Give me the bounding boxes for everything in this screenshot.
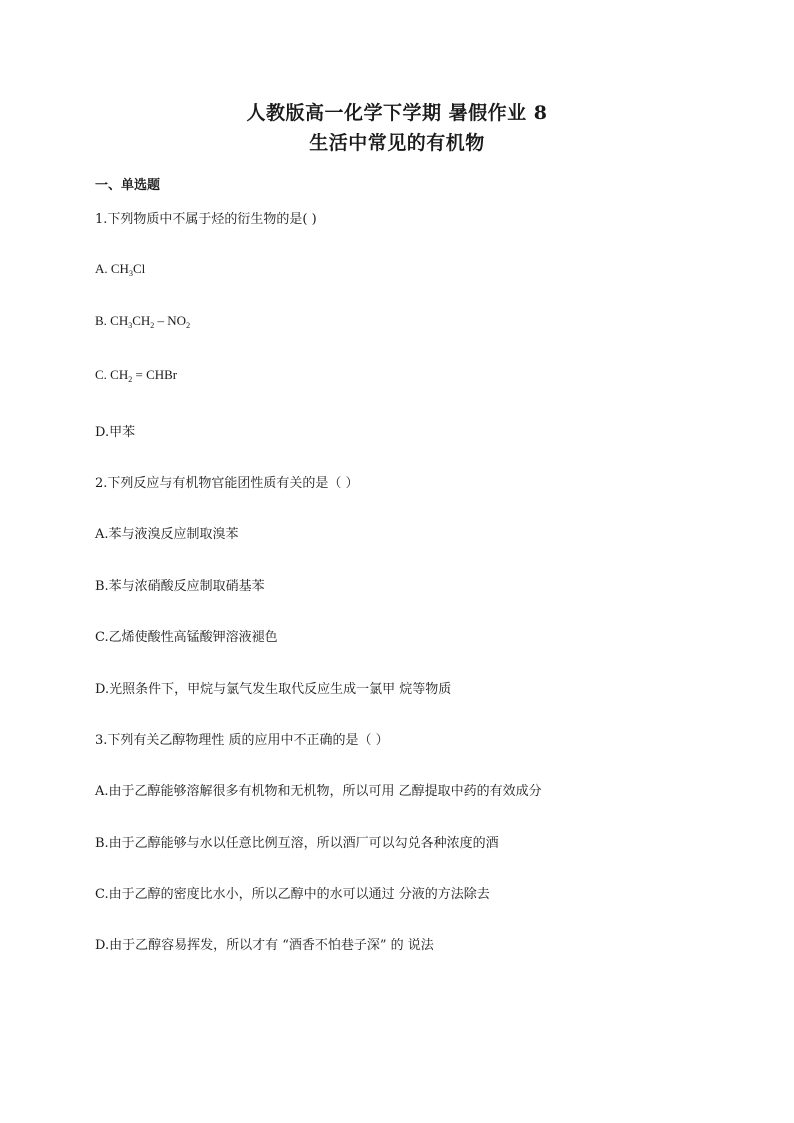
question-1-option-d: D.甲苯 <box>95 425 136 440</box>
question-1-stem: 1.下列物质中不属于烃的衍生物的是( ) <box>95 212 317 227</box>
question-2-option-a: A.苯与液溴反应制取溴苯 <box>95 527 239 542</box>
question-2-option-d: D.光照条件下，甲烷与氯气发生取代反应生成一氯甲 烷等物质 <box>95 682 452 697</box>
question-3-option-a: A.由于乙醇能够溶解很多有机物和无机物，所以可用 乙醇提取中药的有效成分 <box>95 784 542 799</box>
question-1-option-a: A. $CH_3Cl$ <box>95 261 146 278</box>
question-1-option-b: B. $CH_3CH_2 - NO_2$ <box>95 313 191 330</box>
document-title: 人教版高一化学下学期 暑假作业 8 <box>246 102 548 124</box>
question-3-option-b: B.由于乙醇能够与水以任意比例互溶，所以酒厂可以勾兑各种浓度的酒 <box>95 836 499 851</box>
question-3-option-c: C.由于乙醇的密度比水小，所以乙醇中的水可以通过 分液的方法除去 <box>95 887 490 902</box>
question-2-stem: 2.下列反应与有机物官能团性质有关的是（ ） <box>95 476 359 491</box>
question-3-stem: 3.下列有关乙醇物理性 质的应用中不正确的是（ ） <box>95 733 389 748</box>
question-3-option-d: D.由于乙醇容易挥发，所以才有 “酒香不怕巷子深” 的 说法 <box>95 938 434 953</box>
section-heading: 一、单选题 <box>95 178 161 193</box>
question-2-option-c: C.乙烯使酸性高锰酸钾溶液褪色 <box>95 630 278 645</box>
document-subtitle: 生活中常见的有机物 <box>309 132 485 154</box>
question-2-option-b: B.苯与浓硝酸反应制取硝基苯 <box>95 579 265 594</box>
question-1-option-c: C. $CH_2$ = CHBr <box>95 367 178 384</box>
